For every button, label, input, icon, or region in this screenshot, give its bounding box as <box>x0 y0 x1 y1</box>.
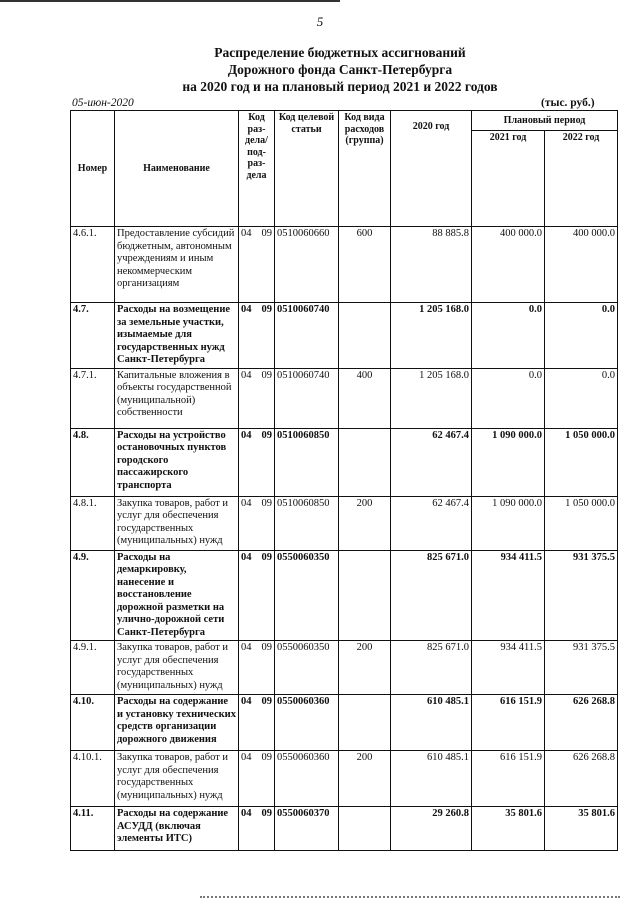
row-vid <box>339 807 391 851</box>
budget-table <box>70 110 618 851</box>
row-vid: 600 <box>339 227 391 303</box>
row-vid: 400 <box>339 368 391 428</box>
table-row <box>71 695 618 751</box>
row-2020: 825 671.0 <box>391 641 472 695</box>
units-label: (тыс. руб.) <box>541 97 595 109</box>
row-2020: 1 205 168.0 <box>391 368 472 428</box>
row-razdel-code: 04 <box>241 642 252 653</box>
row-vid: 200 <box>339 641 391 695</box>
row-vid <box>339 695 391 751</box>
row-vid <box>339 428 391 496</box>
header-razdel: Код раз-дела/ под-раз-дела <box>239 111 275 227</box>
row-2021: 0.0 <box>472 303 545 369</box>
page-number: 5 <box>316 14 324 29</box>
row-2022: 1 050 000.0 <box>545 428 618 496</box>
row-razdel <box>239 550 275 641</box>
row-2020: 825 671.0 <box>391 550 472 641</box>
row-2021: 0.0 <box>472 368 545 428</box>
row-number: 4.7. <box>71 303 115 369</box>
row-2021: 616 151.9 <box>472 695 545 751</box>
row-statya: 0550060360 <box>275 695 339 751</box>
row-statya: 0510060850 <box>275 428 339 496</box>
row-statya: 0510060850 <box>275 496 339 550</box>
header-2021: 2021 год <box>472 131 545 227</box>
row-name: Расходы на устройство остановочных пунктов городского пассажирского транспорта <box>115 428 239 496</box>
footer-rule <box>200 896 620 900</box>
row-name: Расходы на содержание АСУДД (включая элементы ИТС) <box>115 807 239 851</box>
row-name: Закупка товаров, работ и услуг для обеспечения государственных (муниципальных) нужд <box>115 751 239 807</box>
table-row <box>71 751 618 807</box>
row-razdel <box>239 303 275 369</box>
row-number: 4.8.1. <box>71 496 115 550</box>
row-2020: 62 467.4 <box>391 496 472 550</box>
row-statya: 0550060350 <box>275 550 339 641</box>
table-row <box>71 227 618 303</box>
row-2021: 934 411.5 <box>472 550 545 641</box>
header-2020: 2020 год <box>391 111 472 227</box>
row-statya: 0510060660 <box>275 227 339 303</box>
row-2020: 610 485.1 <box>391 751 472 807</box>
row-podrazdel-code: 09 <box>261 642 272 653</box>
row-2022: 931 375.5 <box>545 550 618 641</box>
row-2021: 35 801.6 <box>472 807 545 851</box>
row-2022: 400 000.0 <box>545 227 618 303</box>
row-razdel-code: 04 <box>241 497 252 509</box>
row-razdel-code: 04 <box>241 696 252 707</box>
row-name: Закупка товаров, работ и услуг для обеспечения государственных (муниципальных) нужд <box>115 496 239 550</box>
row-2021: 1 090 000.0 <box>472 428 545 496</box>
row-2022: 35 801.6 <box>545 807 618 851</box>
title-line-1: Распределение бюджетных ассигнований <box>214 45 466 60</box>
row-podrazdel-code: 09 <box>261 369 272 381</box>
row-name: Расходы на демаркировку, нанесение и восстановление дорожной разметки на улично-дорожной сети Санкт-Петербурга <box>115 550 239 641</box>
table-row <box>71 807 618 851</box>
row-statya: 0510060740 <box>275 303 339 369</box>
row-statya: 0550060350 <box>275 641 339 695</box>
table-row <box>71 368 618 428</box>
row-2021: 400 000.0 <box>472 227 545 303</box>
row-number: 4.10. <box>71 695 115 751</box>
row-podrazdel-code: 09 <box>261 752 272 763</box>
row-statya: 0550060360 <box>275 751 339 807</box>
row-name: Предоставление субсидий бюджетным, автономным учреждениям и иным некоммерческим организациям <box>115 227 239 303</box>
row-podrazdel-code: 09 <box>261 808 272 819</box>
row-name: Расходы на содержание и установку технических средств организации дорожного движения <box>115 695 239 751</box>
row-name: Закупка товаров, работ и услуг для обеспечения государственных (муниципальных) нужд <box>115 641 239 695</box>
header-vid: Код вида расходов (группа) <box>339 111 391 227</box>
row-podrazdel-code: 09 <box>261 497 272 509</box>
row-2020: 88 885.8 <box>391 227 472 303</box>
row-2022: 931 375.5 <box>545 641 618 695</box>
row-razdel <box>239 641 275 695</box>
row-razdel-code: 04 <box>241 808 252 819</box>
row-number: 4.7.1. <box>71 368 115 428</box>
row-2021: 1 090 000.0 <box>472 496 545 550</box>
row-2020: 62 467.4 <box>391 428 472 496</box>
title-line-2: Дорожного фонда Санкт-Петербурга <box>227 62 453 77</box>
row-razdel <box>239 227 275 303</box>
row-number: 4.9.1. <box>71 641 115 695</box>
row-number: 4.11. <box>71 807 115 851</box>
row-razdel-code: 04 <box>241 228 252 239</box>
row-razdel <box>239 695 275 751</box>
row-2020: 1 205 168.0 <box>391 303 472 369</box>
row-podrazdel-code: 09 <box>261 304 272 315</box>
row-vid: 200 <box>339 496 391 550</box>
row-2021: 616 151.9 <box>472 751 545 807</box>
title-line-3: на 2020 год и на плановый период 2021 и 2022 годов <box>182 79 498 94</box>
row-razdel <box>239 807 275 851</box>
row-vid <box>339 303 391 369</box>
row-razdel-code: 04 <box>241 304 252 315</box>
row-vid: 200 <box>339 751 391 807</box>
row-razdel <box>239 368 275 428</box>
row-vid <box>339 550 391 641</box>
row-2022: 0.0 <box>545 368 618 428</box>
row-razdel-code: 04 <box>241 429 252 441</box>
row-2022: 0.0 <box>545 303 618 369</box>
row-name: Капитальные вложения в объекты государственной (муниципальной) собственности <box>115 368 239 428</box>
document-date: 05-июн-2020 <box>72 97 134 109</box>
table-row <box>71 428 618 496</box>
row-2022: 626 268.8 <box>545 751 618 807</box>
table-row <box>71 496 618 550</box>
header-name: Наименование <box>115 111 239 227</box>
row-podrazdel-code: 09 <box>261 696 272 707</box>
header-2022: 2022 год <box>545 131 618 227</box>
row-razdel-code: 04 <box>241 551 252 563</box>
row-razdel <box>239 428 275 496</box>
row-number: 4.6.1. <box>71 227 115 303</box>
top-rule <box>0 0 340 2</box>
row-2022: 626 268.8 <box>545 695 618 751</box>
row-razdel-code: 04 <box>241 752 252 763</box>
row-name: Расходы на возмещение за земельные участки, изымаемые для государственных нужд Санкт-Петербурга <box>115 303 239 369</box>
row-podrazdel-code: 09 <box>261 429 272 441</box>
table-row <box>71 641 618 695</box>
table-row <box>71 550 618 641</box>
row-number: 4.10.1. <box>71 751 115 807</box>
row-2022: 1 050 000.0 <box>545 496 618 550</box>
table-row <box>71 303 618 369</box>
document-title <box>60 44 620 95</box>
header-statya: Код целевой статьи <box>275 111 339 227</box>
row-number: 4.8. <box>71 428 115 496</box>
row-number: 4.9. <box>71 550 115 641</box>
row-razdel-code: 04 <box>241 369 252 381</box>
row-razdel <box>239 496 275 550</box>
header-number: Номер <box>71 111 115 227</box>
row-statya: 0550060370 <box>275 807 339 851</box>
row-statya: 0510060740 <box>275 368 339 428</box>
row-razdel <box>239 751 275 807</box>
header-plan-period: Плановый период <box>472 111 618 131</box>
row-podrazdel-code: 09 <box>261 551 272 563</box>
row-2020: 29 260.8 <box>391 807 472 851</box>
row-2020: 610 485.1 <box>391 695 472 751</box>
row-2021: 934 411.5 <box>472 641 545 695</box>
row-podrazdel-code: 09 <box>261 228 272 239</box>
